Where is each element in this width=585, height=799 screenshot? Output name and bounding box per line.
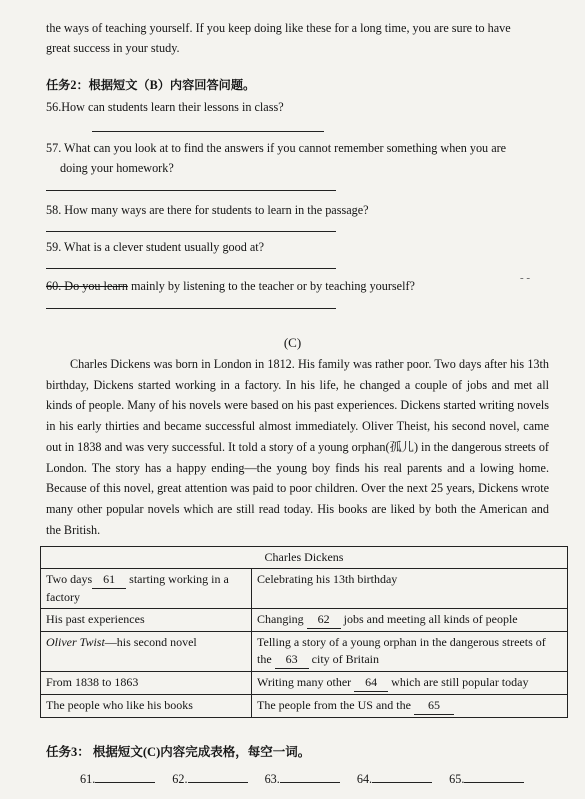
blank-65[interactable]: 65 [414,697,454,715]
section-c-heading: (C) [283,335,302,350]
cell-text: city of Britain [311,652,379,666]
cell-text: Telling a story of a young orphan in the dangerous streets of the [257,635,546,666]
answer-line-59[interactable] [46,268,336,269]
answer-slot-61[interactable] [80,770,155,787]
table-row [41,569,568,609]
table-cell-left [41,569,252,609]
question-60 [46,278,415,295]
table-header: Charles Dickens [41,547,568,569]
section-c-paragraph: Charles Dickens was born in London in 1812. His family was rather poor. Two days after his 13th birthday, Dickens started working in a factory. In his life, he changed a couple of jobs and met all kinds of people. Many of his novels were based on his past experiences. Dickens started writing novels in his early thirties and became successful almost immediately. Oliver Theist, his second novel, came out in 1838 and was very successful. It told a story of a young orphan(孤儿) in the dangerous streets of London. The story has a happy ending—the young boy finds his real parents and a lowing home. Because of this novel, great attention was paid to poor children. Over the next 25 years, Dickens wrote many other popular novels which are still read today. His books are liked by both the American and the British. [46,357,549,537]
task2-title: 任务2：根据短文（B）内容回答问题。 [46,78,256,92]
table-cell-right [252,569,568,609]
question-57-line-2: doing your homework? [60,161,174,175]
table-cell-left: His past experiences [41,609,252,632]
answer-underline[interactable] [464,770,524,783]
blank-64[interactable]: 64 [354,674,388,692]
margin-mark: - - [520,272,531,284]
answer-number: 61. [80,772,96,786]
cell-text: which are still popular today [391,675,529,689]
answer-line-60[interactable] [46,308,336,309]
cell-text: jobs and meeting all kinds of people [343,612,518,626]
question-60-struck-part: 60. Do you learn [46,279,128,293]
cell-text: starting working in a factory [46,572,229,604]
table-cell-left: The people who like his books [41,695,252,718]
table-row [41,695,568,718]
table-row [41,609,568,632]
table-row [41,672,568,695]
cell-text: Two days [46,572,93,586]
question-58: 58. How many ways are there for students to learn in the passage? [46,203,369,217]
task3-answer-row [80,770,538,787]
passage-b-ending-line-1: the ways of teaching yourself. If you keep doing like these for a long time, you are sure to have [46,21,511,35]
answer-slot-64[interactable] [357,770,432,787]
answer-slot-63[interactable] [265,770,340,787]
blank-61[interactable]: 61 [92,571,126,589]
answer-number: 62. [172,772,188,786]
answer-underline[interactable] [372,770,432,783]
blank-62[interactable]: 62 [307,611,341,629]
table-row [41,632,568,672]
answer-number: 63. [264,772,280,786]
table-cell-left: From 1838 to 1863 [41,672,252,695]
question-57-line-1: 57. What can you look at to find the answers if you cannot remember something when you are [46,141,507,155]
table-cell-right [252,672,568,695]
answer-line-58[interactable] [46,231,336,232]
answer-slot-62[interactable] [172,770,247,787]
section-c-passage [46,354,549,540]
blank-63[interactable]: 63 [275,651,309,669]
dickens-table [40,546,568,718]
cell-text: Changing [257,612,304,626]
cell-text-italic: Oliver Twist [46,635,105,649]
table-cell-right [252,609,568,632]
answer-underline[interactable] [280,770,340,783]
cell-text: Writing many other [257,675,352,689]
cell-text: The people from the US and the [257,698,411,712]
table-cell-right [252,632,568,672]
answer-slot-65[interactable] [449,770,524,787]
task3-title: 任务3： 根据短文(C)内容完成表格，每空一词。 [46,745,311,759]
table-cell-right [252,695,568,718]
answer-underline[interactable] [95,770,155,783]
cell-text: —his second novel [104,635,197,649]
answer-number: 65. [449,772,465,786]
answer-underline[interactable] [188,770,248,783]
cell-text: Celebrating his 13th birthday [257,572,398,586]
question-59: 59. What is a clever student usually good at? [46,240,265,254]
passage-b-ending-line-2: great success in your study. [46,41,180,55]
question-56: 56.How can students learn their lessons in class? [46,100,284,114]
answer-number: 64. [356,772,373,786]
table-cell-left [41,632,252,672]
question-60-rest: mainly by listening to the teacher or by teaching yourself? [127,279,415,293]
answer-line-57[interactable] [46,190,336,191]
answer-line-56[interactable] [92,131,324,132]
